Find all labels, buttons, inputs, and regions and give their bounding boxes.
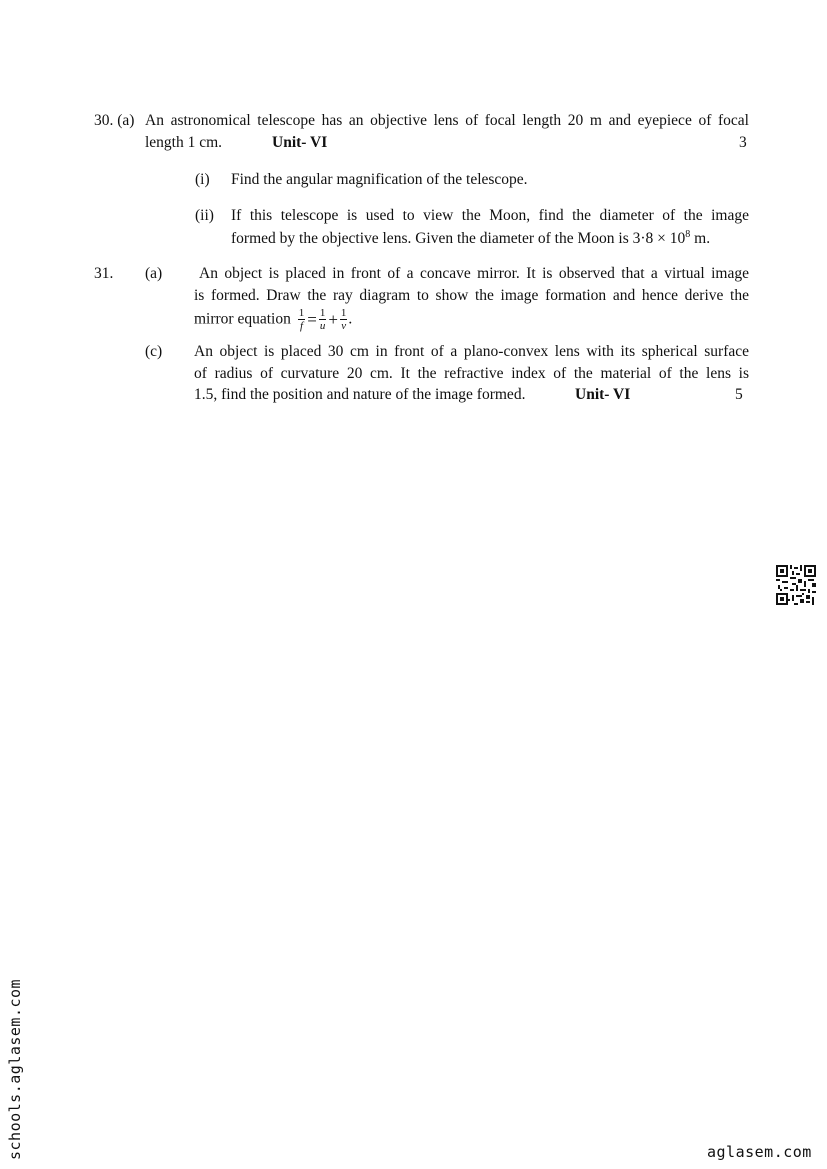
q30-line1: An astronomical telescope has an objective lens of focal length 20 m and eyepiece of focal xyxy=(145,112,749,129)
q31-a-line2: is formed. Draw the ray diagram to show the image formation and hence derive the xyxy=(194,287,749,304)
q31-number: 31. xyxy=(94,265,114,282)
q30-sub-ii-line2 xyxy=(231,229,710,248)
eq-n2: 1 xyxy=(319,307,326,319)
q31-c-label: (c) xyxy=(145,343,163,360)
q31-a-line3 xyxy=(194,307,352,332)
eq-d1: f xyxy=(299,320,304,332)
q30-sub-i-label: (i) xyxy=(195,171,210,188)
eq-plus: + xyxy=(328,309,338,329)
q31-a-line3-text: mirror equation xyxy=(194,310,291,328)
eq-d2: u xyxy=(319,320,326,332)
eq-frac-u xyxy=(319,307,327,332)
mirror-equation xyxy=(297,307,353,332)
q31-unit: Unit- VI xyxy=(575,386,631,403)
q31-marks: 5 xyxy=(735,386,743,403)
eq-frac-v xyxy=(340,307,348,332)
q30-marks: 3 xyxy=(739,134,747,151)
q30-sub-ii-line2-text: formed by the objective lens. Given the diameter of the Moon is 3·8 × 10 xyxy=(231,230,686,248)
q30-sub-ii-line1: If this telescope is used to view the Moon, find the diameter of the image xyxy=(231,207,749,224)
q30-unit: Unit- VI xyxy=(272,134,328,151)
footer-watermark: aglasem.com xyxy=(707,1143,812,1161)
q30-sub-ii-line2-end: m. xyxy=(690,230,711,248)
side-watermark: schools.aglasem.com xyxy=(6,978,24,1160)
eq-n1: 1 xyxy=(298,307,305,319)
eq-frac-f xyxy=(298,307,306,332)
eq-equals: = xyxy=(307,309,317,329)
q31-a-line1: An object is placed in front of a concave mirror. It is observed that a virtual image xyxy=(199,265,749,282)
q30-sub-ii-exponent: 8 xyxy=(685,229,691,240)
q30-line2: length 1 cm. xyxy=(145,134,223,151)
eq-end: . xyxy=(348,310,353,328)
q30-number: 30. (a) xyxy=(94,112,135,129)
q30-sub-ii-label: (ii) xyxy=(195,207,214,224)
q31-c-line2: of radius of curvature 20 cm. It the refractive index of the material of the lens is xyxy=(194,365,749,382)
eq-n3: 1 xyxy=(340,307,347,319)
q31-a-label: (a) xyxy=(145,265,163,282)
q31-c-line1: An object is placed 30 cm in front of a plano-convex lens with its spherical surface xyxy=(194,343,749,360)
qr-code-icon xyxy=(776,565,816,605)
eq-d3: v xyxy=(341,320,347,332)
q31-c-line3: 1.5, find the position and nature of the image formed. xyxy=(194,386,526,403)
q30-sub-i-text: Find the angular magnification of the telescope. xyxy=(231,171,528,188)
qr-code-svg xyxy=(776,565,816,605)
